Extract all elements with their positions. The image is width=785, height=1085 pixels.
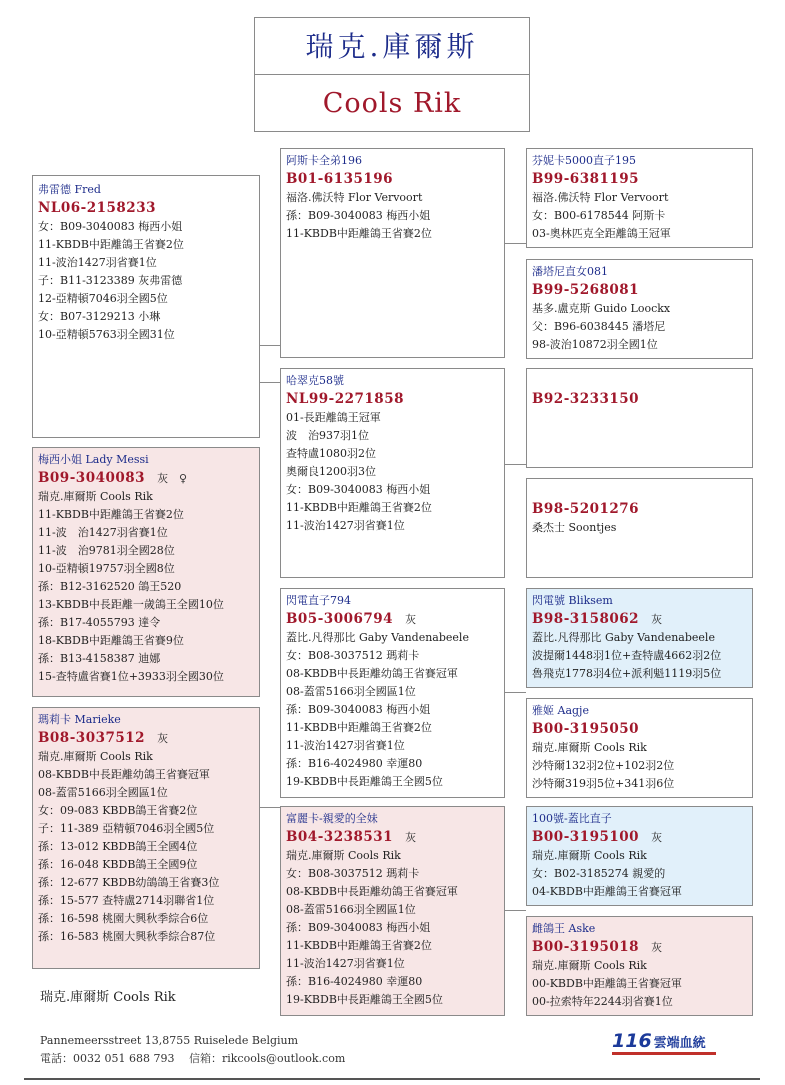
bird-name: 閃電號 Bliksem (532, 594, 613, 607)
info-line: 11-波治1427羽省賽1位 (286, 519, 405, 532)
info-line: 98-波治10872羽全國1位 (532, 338, 658, 351)
info-line: 15-查特盧省賽1位+3933羽全國30位 (38, 670, 224, 683)
info-line: 19-KBDB中長距離鴿王全國5位 (286, 775, 443, 788)
info-line: 孫：15-577 查特盧2714羽聯省1位 (38, 894, 215, 907)
info-line: 11-波治1427羽省賽1位 (286, 739, 405, 752)
info-line: 沙特爾319羽5位+341羽6位 (532, 777, 675, 790)
info-line: 查特盧1080羽2位 (286, 447, 376, 460)
info-line: 13-KBDB中長距離一歲鴿王全國10位 (38, 598, 224, 611)
logo-underline (612, 1052, 716, 1055)
info-line: 11-波治1427羽省賽1位 (286, 957, 405, 970)
connector-line (259, 382, 281, 383)
gen3-card (526, 148, 753, 248)
gen2-card (280, 806, 505, 1016)
ring-number: B00-3195100 灰 (532, 829, 663, 845)
color-sex: 灰 (157, 732, 169, 745)
connector-line (504, 910, 526, 911)
ring-number: B00-3195050 (532, 721, 640, 737)
bottom-divider (24, 1078, 760, 1080)
info-line: 子：11-389 亞精頓7046羽全國5位 (38, 822, 215, 835)
info-line: 瑞克.庫爾斯 Cools Rik (532, 959, 647, 972)
dam-card (32, 447, 260, 697)
info-line: 00-KBDB中距離鴿王省賽冠軍 (532, 977, 682, 990)
info-line: 08-KBDB中長距離幼鴿王省賽冠軍 (286, 667, 458, 680)
info-line: 父：B96-6038445 潘塔尼 (532, 320, 666, 333)
brand-logo (612, 1030, 722, 1056)
owner-contact: 電話：0032 051 688 793 信箱：rikcools@outlook.com (40, 1052, 346, 1065)
info-line: 19-KBDB中長距離鴿王全國5位 (286, 993, 443, 1006)
color-sex: 灰 (405, 831, 417, 844)
owner-name: 瑞克.庫爾斯 Cools Rik (40, 990, 176, 1005)
info-line: 瑞克.庫爾斯 Cools Rik (38, 750, 153, 763)
info-line: 00-拉索特年2244羽省賽1位 (532, 995, 673, 1008)
info-line: 11-KBDB中距離鴿王省賽2位 (286, 939, 432, 952)
gen3-card (526, 478, 753, 578)
info-line: 福洛.佛沃特 Flor Vervoort (532, 191, 669, 204)
info-line: 孫：16-048 KBDB鴿王全國9位 (38, 858, 198, 871)
info-line: 11-KBDB中距離鴿王省賽2位 (38, 238, 184, 251)
ring-number: B92-3233150 (532, 391, 640, 407)
connector-line (504, 464, 526, 465)
gen2-card (280, 588, 505, 798)
info-line: 女：B08-3037512 瑪莉卡 (286, 867, 420, 880)
info-line: 01-長距離鴿王冠軍 (286, 411, 381, 424)
info-line: 10-亞精頓5763羽全國31位 (38, 328, 175, 341)
info-line: 孫：B09-3040083 梅西小姐 (286, 921, 431, 934)
info-line: 福洛.佛沃特 Flor Vervoort (286, 191, 423, 204)
info-line: 孫：B16-4024980 幸運80 (286, 975, 423, 988)
sire-card (32, 175, 260, 438)
dam-dam-card (32, 707, 260, 969)
info-line: 女：B09-3040083 梅西小姐 (286, 483, 431, 496)
info-line: 女：B07-3129213 小琳 (38, 310, 161, 323)
connector-line (504, 243, 526, 244)
info-line: 孫：13-012 KBDB鴿王全國4位 (38, 840, 198, 853)
info-line: 蓋比.凡得那比 Gaby Vandenabeele (532, 631, 715, 644)
info-line: 女：B02-3185274 親愛的 (532, 867, 666, 880)
ring-number: B99-6381195 (532, 171, 640, 187)
info-line: 孫：B09-3040083 梅西小姐 (286, 209, 431, 222)
info-line: 桑杰士 Soontjes (532, 521, 617, 534)
connector-line (259, 345, 281, 346)
gen3-card (526, 368, 753, 468)
info-line: 瑞克.庫爾斯 Cools Rik (286, 849, 401, 862)
bird-name: 閃電直子794 (286, 594, 351, 607)
connector-line (504, 692, 526, 693)
ring-number: B00-3195018 灰 (532, 939, 663, 955)
info-line: 女：B09-3040083 梅西小姐 (38, 220, 183, 233)
info-line: 女：B00-6178544 阿斯卡 (532, 209, 666, 222)
ring-number: B04-3238531 灰 (286, 829, 417, 845)
info-line: 奧爾良1200羽3位 (286, 465, 376, 478)
bird-name: 100號-蓋比直子 (532, 812, 612, 825)
info-line: 孫：12-677 KBDB幼鴿鴿王省賽3位 (38, 876, 220, 889)
ring-number: B98-3158062 灰 (532, 611, 663, 627)
gen3-card (526, 259, 753, 359)
color-sex: 灰 (651, 613, 663, 626)
info-line: 08-蓋雷5166羽全國區1位 (38, 786, 168, 799)
info-line: 瑞克.庫爾斯 Cools Rik (532, 741, 647, 754)
bird-name: 哈翠克58號 (286, 374, 344, 387)
info-line: 08-KBDB中長距離幼鴿王省賽冠軍 (38, 768, 210, 781)
color-sex: 灰 (651, 941, 663, 954)
info-line: 孫：16-598 桃園大興秋季綜合6位 (38, 912, 209, 925)
ring-number: B09-3040083 灰 ♀ (38, 470, 188, 486)
logo-number: 116 (612, 1030, 652, 1052)
info-line: 孫：B09-3040083 梅西小姐 (286, 703, 431, 716)
bird-name: 梅西小姐 Lady Messi (38, 453, 149, 466)
ring-number: NL06-2158233 (38, 200, 156, 216)
info-line: 11-KBDB中距離鴿王省賽2位 (286, 721, 432, 734)
info-line: 波 治937羽1位 (286, 429, 369, 442)
bird-name: 弗雷德 Fred (38, 183, 101, 196)
info-line: 11-KBDB中距離鴿王省賽2位 (286, 501, 432, 514)
logo-text: 雲端血統 (653, 1036, 706, 1051)
info-line: 子：B11-3123389 灰弗雷德 (38, 274, 183, 287)
color-sex: 灰 (651, 831, 663, 844)
info-line: 18-KBDB中距離鴿王省賽9位 (38, 634, 184, 647)
bird-name: 阿斯卡全弟196 (286, 154, 362, 167)
gen3-card (526, 588, 753, 688)
info-line: 孫：B16-4024980 幸運80 (286, 757, 423, 770)
info-line: 瑞克.庫爾斯 Cools Rik (38, 490, 153, 503)
ring-number: B98-5201276 (532, 501, 640, 517)
pedigree-title (254, 17, 530, 132)
info-line: 04-KBDB中距離鴿王省賽冠軍 (532, 885, 682, 898)
title-english: Cools Rik (322, 88, 462, 119)
gen3-card (526, 806, 753, 906)
ring-number: B99-5268081 (532, 282, 640, 298)
info-line: 魯飛克1778羽4位+派利魁1119羽5位 (532, 667, 722, 680)
info-line: 10-亞精頓19757羽全國8位 (38, 562, 175, 575)
info-line: 孫：16-583 桃園大興秋季綜合87位 (38, 930, 216, 943)
owner-address: Pannemeersstreet 13,8755 Ruiselede Belgium (40, 1034, 299, 1047)
gen3-card (526, 916, 753, 1016)
info-line: 11-波治1427羽省賽1位 (38, 256, 157, 269)
info-line: 08-KBDB中長距離幼鴿王省賽冠軍 (286, 885, 458, 898)
ring-number: B05-3006794 灰 (286, 611, 417, 627)
bird-name: 芬妮卡5000直子195 (532, 154, 636, 167)
info-line: 08-蓋雷5166羽全國區1位 (286, 903, 416, 916)
info-line: 孫：B13-4158387 迪娜 (38, 652, 161, 665)
info-line: 11-KBDB中距離鴿王省賽2位 (286, 227, 432, 240)
info-line: 11-波 治9781羽全國28位 (38, 544, 175, 557)
info-line: 孫：B17-4055793 達令 (38, 616, 161, 629)
connector-line (259, 807, 281, 808)
info-line: 瑞克.庫爾斯 Cools Rik (532, 849, 647, 862)
info-line: 12-亞精頓7046羽全國5位 (38, 292, 168, 305)
ring-number: B01-6135196 (286, 171, 394, 187)
info-line: 沙特爾132羽2位+102羽2位 (532, 759, 675, 772)
info-line: 孫：B12-3162520 鴿王520 (38, 580, 182, 593)
bird-name: 潘塔尼直女081 (532, 265, 608, 278)
bird-name: 雅姬 Aagje (532, 704, 589, 717)
ring-number: NL99-2271858 (286, 391, 404, 407)
info-line: 03-奧林匹克全距離鴿王冠軍 (532, 227, 671, 240)
bird-name: 瑪莉卡 Marieke (38, 713, 121, 726)
color-sex: 灰 (405, 613, 417, 626)
title-chinese: 瑞克.庫爾斯 (255, 18, 529, 75)
info-line: 11-波 治1427羽省賽1位 (38, 526, 168, 539)
gen2-card (280, 148, 505, 358)
info-line: 08-蓋雷5166羽全國區1位 (286, 685, 416, 698)
ring-number: B08-3037512 灰 (38, 730, 169, 746)
info-line: 波提爾1448羽1位+查特盧4662羽2位 (532, 649, 722, 662)
info-line: 女：B08-3037512 瑪莉卡 (286, 649, 420, 662)
bird-name: 富麗卡-親愛的全妹 (286, 812, 378, 825)
info-line: 基多.盧克斯 Guido Loockx (532, 302, 671, 315)
gen2-card (280, 368, 505, 578)
bird-name: 雌鴿王 Aske (532, 922, 596, 935)
color-sex: 灰 ♀ (157, 472, 188, 485)
info-line: 11-KBDB中距離鴿王省賽2位 (38, 508, 184, 521)
gen3-card (526, 698, 753, 798)
info-line: 女：09-083 KBDB鴿王省賽2位 (38, 804, 198, 817)
info-line: 蓋比.凡得那比 Gaby Vandenabeele (286, 631, 469, 644)
